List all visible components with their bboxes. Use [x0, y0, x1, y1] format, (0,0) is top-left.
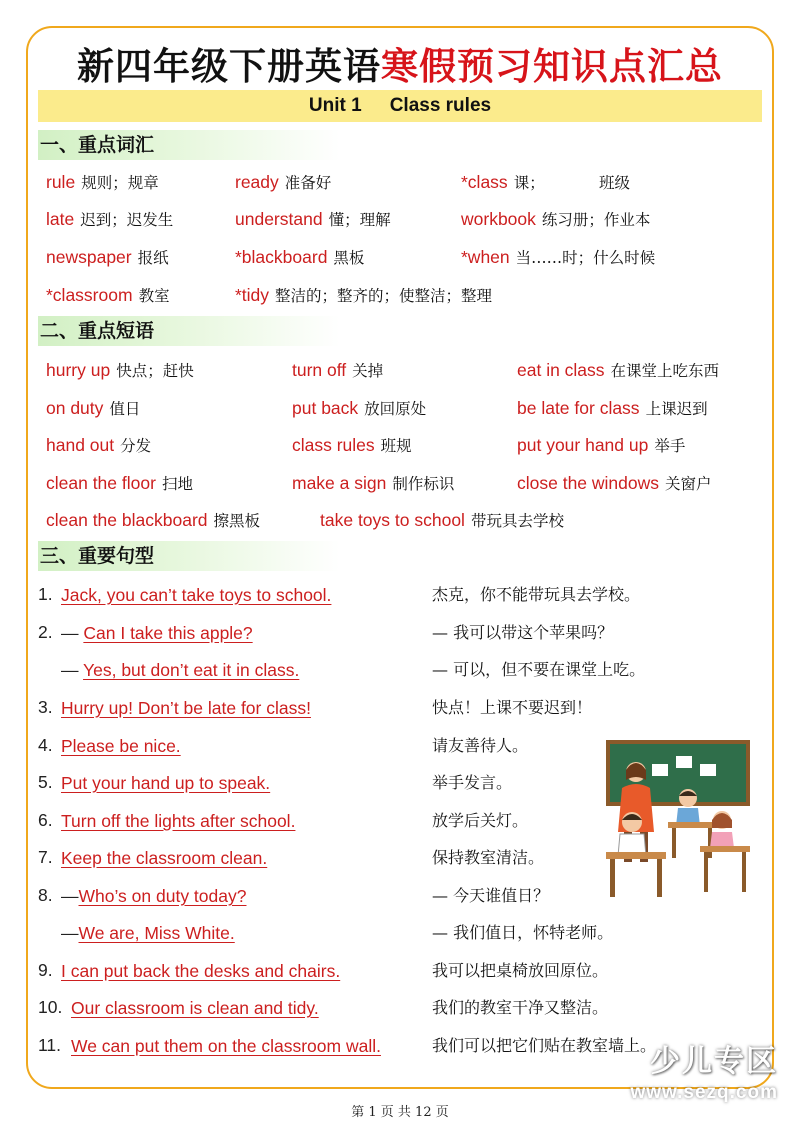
- phrase-item: hurry up 快点；赶快: [46, 360, 194, 380]
- sentence-en: I can put back the desks and chairs.: [61, 961, 341, 981]
- page-footer: 第 1 页 共 12 页: [351, 1105, 449, 1120]
- sentence-cn: 保持教室清洁。: [432, 848, 545, 867]
- phrase-item: close the windows 关窗户: [517, 473, 712, 493]
- sentence-number: 1.: [38, 584, 53, 604]
- vocab-item: late 迟到；迟发生: [46, 209, 174, 229]
- vocab-item: rule 规则；规章: [46, 172, 159, 192]
- sentence-cn: — 可以，但不要在课堂上吃。: [432, 660, 646, 679]
- unit-number: Unit 1: [308, 95, 362, 116]
- phrase-item: clean the floor 扫地: [46, 473, 193, 493]
- sentence-number: 11.: [38, 1035, 62, 1055]
- vocab-item: *tidy 整洁的；整齐的；使整洁；整理: [235, 285, 493, 305]
- sentence-en: Our classroom is clean and tidy.: [71, 998, 319, 1018]
- vocab-item: workbook 练习册；作业本: [461, 209, 651, 229]
- phrase-item: be late for class 上课迟到: [517, 398, 708, 418]
- classroom-illustration: [596, 740, 756, 900]
- phrase-item: take toys to school 带玩具去学校: [320, 510, 564, 530]
- unit-header: [38, 90, 762, 122]
- sentence-cn: 举手发言。: [432, 773, 513, 792]
- page-title: [0, 36, 800, 90]
- sentence-en: Keep the classroom clean.: [61, 848, 268, 868]
- section-vocab-heading: 一、重点词汇: [38, 130, 340, 160]
- vocab-item: understand 懂；理解: [235, 209, 391, 229]
- sentence-en: — Can I take this apple?: [61, 623, 253, 643]
- sentence-number: 4.: [38, 735, 53, 755]
- sentence-cn: 放学后关灯。: [432, 811, 529, 830]
- vocab-item: *class 课； 班级: [461, 172, 630, 192]
- phrase-item: class rules 班规: [292, 435, 412, 455]
- sentence-number: 6.: [38, 810, 53, 830]
- sentence-en: Hurry up! Don’t be late for class!: [61, 698, 311, 718]
- vocab-item: *classroom 教室: [46, 285, 170, 305]
- vocab-item: ready 准备好: [235, 172, 332, 192]
- watermark-url: www.sezq.com: [630, 1082, 778, 1103]
- sentence-cn: 我可以把桌椅放回原位。: [432, 961, 609, 980]
- phrase-item: clean the blackboard 擦黑板: [46, 510, 261, 530]
- sentence-number: 10.: [38, 997, 63, 1017]
- sentence-number: 8.: [38, 885, 53, 905]
- sentence-number: 7.: [38, 847, 53, 867]
- sentence-en: Put your hand up to speak.: [61, 773, 271, 793]
- phrase-item: hand out 分发: [46, 435, 152, 455]
- phrase-item: make a sign 制作标识: [292, 473, 455, 493]
- watermark-brand: 少儿专区: [650, 1044, 778, 1079]
- sentence-number: 5.: [38, 772, 53, 792]
- sentence-cn: 我们可以把它们贴在教室墙上。: [432, 1036, 657, 1055]
- sentence-en: Jack, you can’t take toys to school.: [61, 585, 332, 605]
- vocab-item: *blackboard 黑板: [235, 247, 365, 267]
- sentence-cn: 我们的教室干净又整洁。: [432, 998, 609, 1017]
- sentence-cn: — 我可以带这个苹果吗？: [432, 623, 614, 642]
- sentence-number: 9.: [38, 960, 53, 980]
- sentence-en: We can put them on the classroom wall.: [71, 1036, 381, 1056]
- sentence-en: —We are, Miss White.: [61, 923, 235, 943]
- phrase-item: on duty 值日: [46, 398, 141, 418]
- sentence-number: 2.: [38, 622, 53, 642]
- vocab-item: *when 当……时；什么时候: [461, 247, 656, 267]
- sentence-en: — Yes, but don’t eat it in class.: [61, 660, 300, 680]
- sentence-cn: 杰克，你不能带玩具去学校。: [432, 585, 641, 604]
- phrase-item: turn off 关掉: [292, 360, 384, 380]
- sentence-en: Turn off the lights after school.: [61, 811, 296, 831]
- unit-name: Class rules: [389, 95, 492, 116]
- title-part1: 新四年级下册英语: [77, 44, 381, 88]
- sentence-en: Please be nice.: [61, 736, 181, 756]
- sentence-cn: 快点！上课不要迟到！: [432, 698, 593, 717]
- phrase-item: put back 放回原处: [292, 398, 427, 418]
- sentence-en: —Who’s on duty today?: [61, 886, 247, 906]
- section-phrases-heading: 二、重点短语: [38, 316, 340, 346]
- phrase-item: eat in class 在课堂上吃东西: [517, 360, 720, 380]
- section-sentences-heading: 三、重要句型: [38, 541, 340, 571]
- sentence-cn: 请友善待人。: [432, 736, 529, 755]
- phrase-item: put your hand up 举手: [517, 435, 686, 455]
- sentence-number: 3.: [38, 697, 53, 717]
- watermark: [631, 1036, 779, 1104]
- sentence-cn: — 我们值日，怀特老师。: [432, 923, 614, 942]
- vocab-item: newspaper 报纸: [46, 247, 169, 267]
- title-part2: 寒假预习知识点汇总: [381, 44, 723, 88]
- sentence-cn: — 今天谁值日？: [432, 886, 550, 905]
